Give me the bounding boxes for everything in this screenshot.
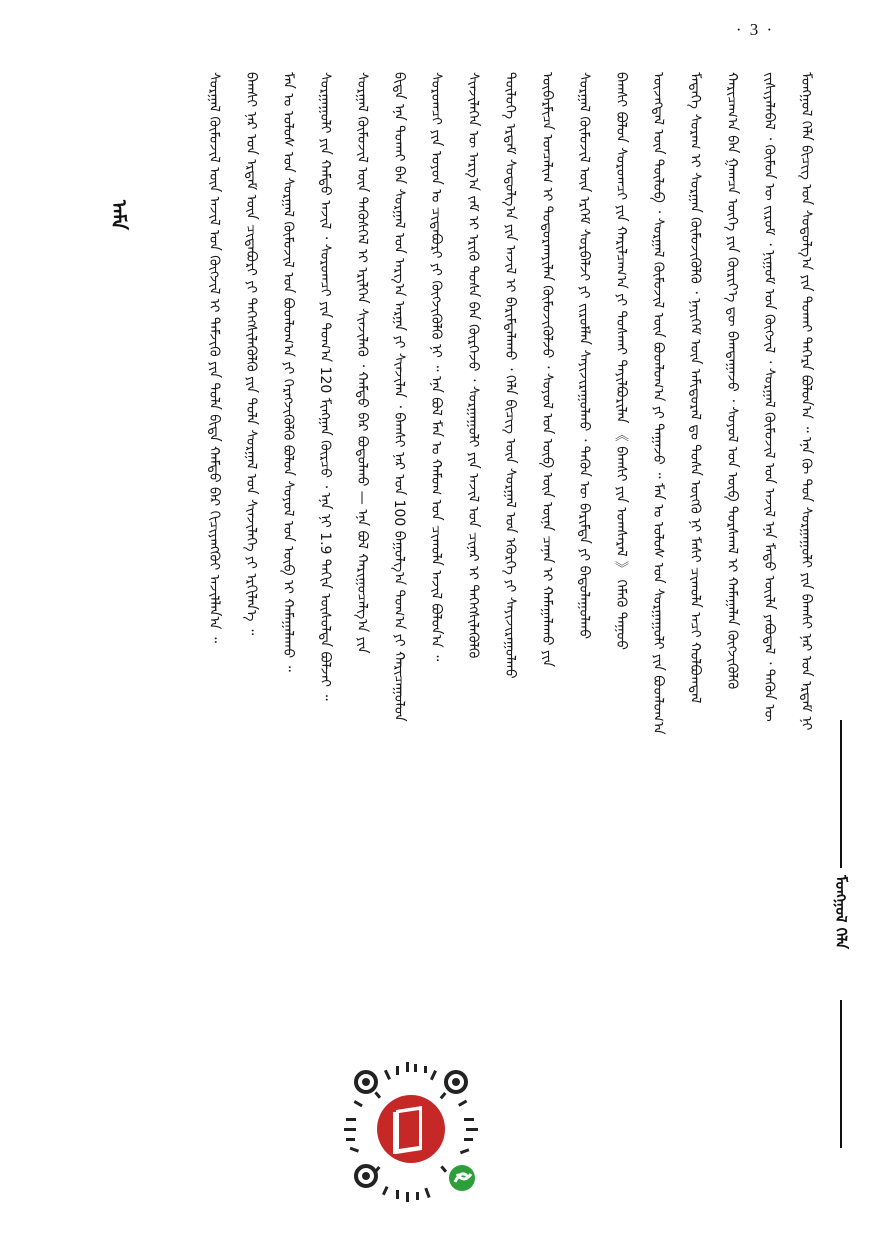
text-column: ᠰᠤᠷᠭᠠᠯ ᠬᠦᠮᠦᠵᠢᠯ ᠦᠨ ᠠᠵᠢᠯ ᠤᠨ ᠬᠥᠭᠵᠢᠯ ᠢ ᠳᠡᠮᠵᠢᠬᠦ ᠶᠢᠨ ᠲᠤᠯᠠ ᠪᠢᠳᠡ ᠬᠠᠮᠲᠤ ᠪᠡᠷ ᠬᠢᠴᠢᠶᠡᠩᠭᠦᠢ ᠠᠵᠢᠯᠯᠠᠨ᠎ᠠ ᠃ <box>206 72 222 643</box>
text-column: ᠮᠣᠩᠭᠣᠯ ᠬᠡᠯᠡ ᠪᠢᠴᠢᠭ ᠤᠨ ᠰᠤᠳᠤᠯᠭ᠎ᠠ ᠶᠢᠨ ᠲᠤᠬᠠᠢ ᠳᠡᠭᠡᠷᠡ ᠪᠣᠯᠤᠨ᠎ᠠ ᠃ ᠡᠨᠡ ᠬᠦ ᠳᠤᠨ ᠰᠤᠷᠭᠠᠭᠤᠯᠢ ᠶᠢᠨ ᠪᠠᠭᠰᠢ ᠨᠠᠷ ᠤᠨ ᠡᠷᠳᠡᠮ ᠨᠢ <box>798 72 814 731</box>
qr-code[interactable] <box>336 1058 486 1208</box>
header-rule-top <box>840 720 842 868</box>
text-column: ᠵᠢᠱᠢᠶᠡᠯᠡᠪᠡᠯ ᠂ ᠬᠦᠮᠦᠨ ᠦ ᠵᠢᠷᠤᠮ ᠂ ᠨᠢᠭᠤᠮ ᠤᠨ ᠬᠦᠭᠵᠢᠯ ᠂ ᠰᠤᠷᠭᠠᠯ ᠬᠦᠮᠦᠵᠢᠯ ᠤᠨ ᠠᠵᠢᠯ ᠡᠨᠡ ᠮᠡᠲᠦ ᠦᠢᠯᠡ ᠶᠠᠪᠤᠳᠠᠯ ᠂ ᠲᠡᠭᠦᠨ ᠦ <box>761 72 777 722</box>
text-column: ᠮᠡᠳᠡᠭᠡ ᠰᠤᠷᠠᠭ ᠢ ᠰᠤᠷᠭᠠᠨ ᠬᠦᠮᠦᠵᠢᠭᠦᠯᠬᠦ ᠂ ᠨᠡᠶᠢᠭᠡᠮ ᠦᠨ ᠠᠮᠢᠳᠤᠷᠠᠯ ᠳᠤ ᠲᠤᠰᠠ ᠥᠭᠬᠦ ᠨᠢ ᠮᠠᠰᠢ ᠴᠢᠬᠤᠯᠠ ᠠᠴᠢ ᠬᠣᠯᠪᠣᠭᠳᠠᠯ <box>687 72 703 704</box>
text-column: ᠰᠤᠷᠤᠭᠴᠢ ᠶᠢᠨ ᠣᠶᠤᠨ ᠤ ᠴᠢᠳᠠᠪᠤᠷᠢ ᠶᠢ ᠬᠥᠭᠵᠢᠭᠦᠯᠬᠦ ᠨᠢ ᠃ ᠡᠨᠡ ᠪᠣᠯ ᠮᠠᠨ ᠤ ᠬᠠᠮᠤᠭ ᠤᠨ ᠴᠢᠬᠤᠯᠠ ᠠᠵᠢᠯ ᠪᠣᠯᠤᠨ᠎ᠠ ᠃ <box>428 72 444 662</box>
margin-mark: ᠠᠮᠠ <box>107 200 131 230</box>
text-column: ᠥᠪᠡᠷᠮᠢᠴᠡ ᠣᠨᠴᠠᠯᠢᠭ ᠢ ᠲᠣᠳᠣᠷᠬᠠᠶᠢᠯᠠᠨ ᠬᠦᠮᠦᠵᠢᠭᠦᠯᠵᠦ ᠂ ᠰᠣᠶᠣᠯ ᠤᠨ ᠥᠪ ᠦᠨ ᠦᠨᠡ ᠴᠡᠨᠡᠨ ᠢ ᠬᠠᠮᠠᠭᠠᠯᠠᠬᠤ ᠶᠢᠨ <box>539 72 555 667</box>
book-icon <box>393 1106 422 1154</box>
text-column: ᠰᠢᠨᠵᠢᠯᠡᠭᠡᠨ ᠦ ᠠᠷᠭ᠎ᠠ ᠵᠠᠮ ᠢ ᠡᠷᠢᠬᠦ ᠲᠤᠰᠠ ᠪᠠᠨ ᠬᠦᠷᠭᠡᠵᠦ ᠂ ᠰᠤᠷᠭᠠᠭᠤᠯᠢ ᠶᠢᠨ ᠠᠵᠢᠯ ᠤᠨ ᠴᠢᠨᠠᠷ ᠢ ᠳᠡᠭᠡᠭᠰᠢᠯᠡᠭᠦᠯᠬᠦ <box>465 72 481 659</box>
text-column: ᠰᠤᠷᠭᠠᠯ ᠬᠦᠮᠦᠵᠢᠯ ᠦᠨ ᠡᠷᠬᠡᠮ ᠰᠤᠷᠪᠠᠯᠵᠢ ᠶᠢ ᠵᠢᠷᠤᠮᠯᠠᠨ ᠰᠠᠶᠢᠵᠢᠷᠠᠭᠤᠯᠬᠤ ᠂ ᠲᠡᠭᠦᠨ ᠦ ᠪᠠᠷᠢᠮᠲᠠ ᠶᠢ ᠪᠠᠲᠤᠯᠠᠭᠤᠯᠬᠤ <box>576 72 592 640</box>
text-column: ᠪᠠᠭᠰᠢ ᠨᠠᠷ ᠤᠨ ᠡᠷᠳᠡᠮ ᠦᠨ ᠴᠢᠳᠠᠪᠤᠷᠢ ᠶᠢ ᠳᠡᠭᠡᠭᠰᠢᠯᠡᠭᠦᠯᠬᠦ ᠶᠢᠨ ᠲᠤᠯᠠ ᠰᠤᠷᠭᠠᠯ ᠤᠨ ᠰᠢᠨᠵᠢᠯᠡᠭᠡ ᠶᠢ ᠡᠷᠬᠢᠯᠡᠨ᠎ᠡ ᠃ <box>243 72 259 636</box>
header-rule-bottom <box>840 1000 842 1148</box>
page-number: · 3 · <box>735 20 775 39</box>
text-column: ᠰᠤᠷᠭᠠᠭᠤᠯᠢ ᠶᠢᠨ ᠬᠠᠮᠲᠤ ᠠᠵᠢᠯ ᠂ ᠰᠤᠷᠤᠭᠴᠢ ᠶᠢᠨ ᠲᠣᠭ᠎ᠠ 120 ᠮᠢᠩᠭᠠᠨ ᠬᠦᠷᠴᠦ ᠂ ᠡᠨᠡ ᠨᠢ 1.9 ᠳᠠᠬᠢᠨ ᠥᠰᠦᠯᠲᠡ ᠪᠣᠯᠵᠠᠢ ᠃ <box>317 72 333 701</box>
header-title: ᠮᠣᠩᠭᠣᠯ ᠬᠡᠯᠡ <box>832 875 850 950</box>
text-column: ᠦᠵᠡᠭᠳᠡᠯ ᠦᠨ ᠲᠥᠯᠦᠪ ᠂ ᠰᠤᠷᠭᠠᠯ ᠬᠦᠮᠦᠵᠢᠯ ᠦᠨ ᠪᠣᠳᠯᠣᠭ᠎ᠠ ᠶᠢ ᠳᠠᠭᠠᠵᠤ ᠃ ᠮᠠᠨ ᠤ ᠤᠯᠤᠰ ᠤᠨ ᠰᠤᠷᠭᠠᠭᠤᠯᠢ ᠶᠢᠨ ᠪᠣᠳᠯᠣᠭ᠎ᠠ <box>650 72 666 735</box>
text-column: ᠮᠠᠨ ᠤ ᠤᠯᠤᠰ ᠤᠨ ᠰᠤᠷᠭᠠᠯ ᠬᠦᠮᠦᠵᠢᠯ ᠤᠨ ᠪᠣᠳᠯᠣᠭ᠎ᠠ ᠶᠢ ᠬᠡᠷᠡᠭᠵᠢᠭᠦᠯᠬᠦ ᠪᠣᠯᠤᠨ ᠰᠣᠶᠣᠯ ᠤᠨ ᠥᠪ ᠢ ᠬᠠᠮᠠᠭᠠᠯᠠᠬᠤ ᠃ <box>280 72 296 672</box>
text-column: ᠪᠢᠳᠡ ᠡᠨᠡ ᠲᠤᠬᠠᠢ ᠪᠠᠨ ᠰᠤᠷᠭᠠᠯ ᠤᠨ ᠠᠷᠭ᠎ᠠ ᠠᠷᠭᠠ ᠶᠢ ᠰᠢᠨᠵᠢᠯᠡᠨ ᠂ ᠪᠠᠭᠰᠢ ᠨᠠᠷ ᠤᠨ 100 ᠪᠠᠭᠤᠯᠭ᠎ᠠ ᠲᠣᠭ᠎ᠠ ᠶᠢ ᠬᠠᠷᠢᠴᠠᠭᠤᠯᠤᠨ <box>391 72 407 722</box>
text-column: ᠰᠤᠷᠭᠠᠯ ᠬᠦᠮᠦᠵᠢᠯ ᠦᠨ ᠲᠡᠭᠦᠰᠭᠡᠯ ᠢ ᠡᠷᠢᠯᠬᠡᠨ ᠰᠢᠨᠵᠢᠯᠡᠬᠦ ᠂ ᠬᠠᠮᠲᠤ ᠪᠡᠷ ᠪᠣᠳᠣᠯᠬᠤ — ᠡᠨᠡ ᠪᠣᠯ ᠬᠠᠷᠢᠭᠤᠴᠠᠯᠭ᠎ᠠ ᠶᠢᠨ <box>354 72 370 654</box>
text-column: ᠪᠠᠭᠰᠢ ᠪᠣᠯᠤᠨ ᠰᠤᠷᠤᠭᠴᠢ ᠶᠢᠨ ᠬᠠᠷᠢᠯᠴᠠᠭ᠎ᠠ ᠶᠢ ᠲᠤᠰᠬᠠᠢ ᠲᠠᠶᠢᠯᠪᠤᠷᠢᠯᠠᠨ 《 ᠪᠠᠭᠰᠢ ᠶᠢᠨ ᠤᠭᠰᠠᠷᠠᠯ 》 ᠬᠡᠮᠡᠬᠦ ᠳᠠᠭᠤᠤ <box>613 72 629 650</box>
text-column: ᠲᠥᠯᠥᠭᠡ ᠡᠷᠳᠡᠮ ᠰᠤᠳᠤᠯᠭ᠎ᠠ ᠶᠢᠨ ᠠᠵᠢᠯ ᠢ ᠪᠠᠷᠢᠮᠲᠠᠯᠠᠬᠤ ᠂ ᠬᠡᠯᠡ ᠪᠢᠴᠢᠭ ᠦᠨ ᠰᠤᠷᠭᠠᠯ ᠤᠨ ᠡᠭᠦᠷᠭᠡ ᠶᠢ ᠰᠠᠶᠢᠵᠢᠷᠠᠭᠤᠯᠬᠤ <box>502 72 518 679</box>
text-column: ᠬᠠᠷᠢᠴᠠᠭ᠎ᠠ ᠪᠠᠨ ᠭᠠᠭᠴᠠ ᠦᠭᠡ ᠶᠢᠨ ᠬᠦᠷᠢᠶ᠎ᠡ ᠳᠦ ᠪᠠᠭᠳᠠᠭᠠᠵᠤ ᠂ ᠰᠣᠶᠣᠯ ᠤᠨ ᠦᠪ ᠳᠤᠷᠰᠬᠠᠯ ᠢ ᠬᠠᠮᠠᠭᠠᠯᠠᠨ ᠬᠥᠭᠵᠢᠭᠦᠯᠬᠦ <box>724 72 740 690</box>
